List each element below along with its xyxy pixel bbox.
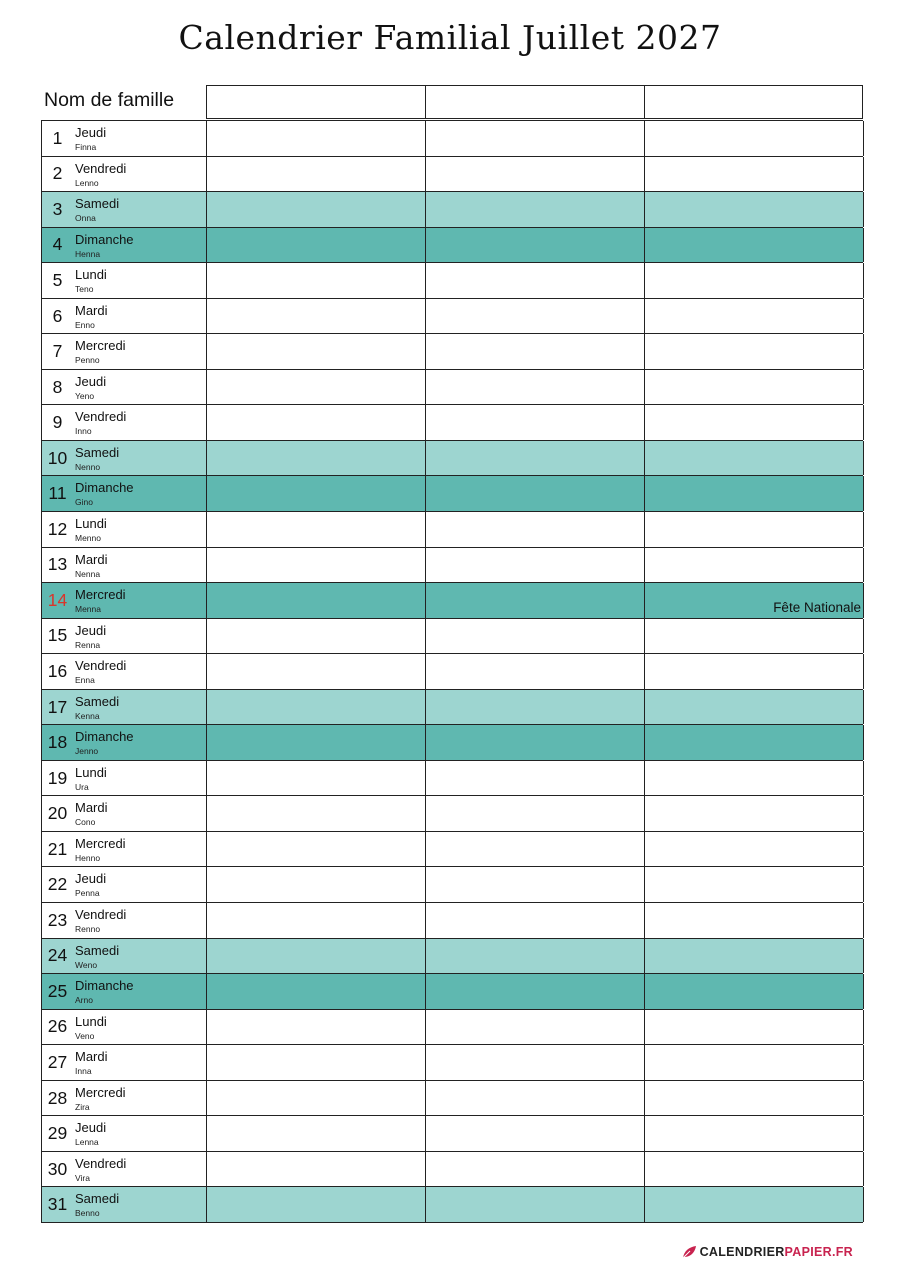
- day-row: [42, 725, 863, 761]
- day-row: [42, 1152, 863, 1188]
- day-number: 25: [47, 980, 68, 1001]
- entry-cell-member-2[interactable]: [426, 903, 645, 938]
- day-row: [42, 832, 863, 868]
- day-number: 8: [52, 376, 63, 397]
- page-title: Calendrier Familial Juillet 2027: [178, 18, 722, 57]
- entry-cell-member-3[interactable]: [645, 690, 864, 725]
- entry-cell-member-2[interactable]: [426, 192, 645, 227]
- entry-cell-member-3[interactable]: [645, 583, 864, 618]
- weekday-name: Samedi: [75, 693, 120, 709]
- day-cell: [42, 690, 207, 725]
- day-cell: [42, 476, 207, 511]
- entry-cell-member-1[interactable]: [207, 228, 426, 263]
- day-cell: [42, 1116, 207, 1151]
- entry-cell-member-3[interactable]: [645, 192, 864, 227]
- day-number: 6: [52, 305, 63, 326]
- day-number: 1: [52, 127, 63, 148]
- weekday-name: Mercredi: [75, 835, 126, 851]
- weekday-name: Mercredi: [75, 587, 126, 603]
- day-cell: [42, 974, 207, 1009]
- saint-name: Lenna: [75, 1137, 99, 1148]
- brand-text-part2: PAPIER.FR: [784, 1245, 853, 1259]
- day-cell: [42, 263, 207, 298]
- saint-name: Cono: [75, 817, 96, 828]
- entry-cell-member-3[interactable]: [645, 370, 864, 405]
- day-row: [42, 512, 863, 548]
- entry-cell-member-1[interactable]: [207, 370, 426, 405]
- day-row: [42, 867, 863, 903]
- day-number: 14: [47, 589, 68, 610]
- day-cell: [42, 370, 207, 405]
- entry-cell-member-3[interactable]: [645, 1187, 864, 1222]
- entry-cell-member-1[interactable]: [207, 725, 426, 760]
- entry-cell-member-2[interactable]: [426, 334, 645, 369]
- day-number: 22: [47, 874, 68, 895]
- saint-name: Enno: [75, 319, 95, 330]
- weekday-name: Dimanche: [75, 231, 134, 247]
- day-row: [42, 370, 863, 406]
- entry-cell-member-1[interactable]: [207, 796, 426, 831]
- family-member-name-field-3[interactable]: [644, 85, 863, 119]
- entry-cell-member-1[interactable]: [207, 761, 426, 796]
- family-member-name-field-2[interactable]: [425, 85, 645, 119]
- weekday-name: Samedi: [75, 444, 120, 460]
- entry-cell-member-3[interactable]: [645, 974, 864, 1009]
- day-row: [42, 405, 863, 441]
- day-row: [42, 1010, 863, 1046]
- leaf-icon: [681, 1244, 697, 1260]
- entry-cell-member-2[interactable]: [426, 654, 645, 689]
- saint-name: Benno: [75, 1208, 100, 1219]
- day-row: [42, 583, 863, 619]
- day-cell: [42, 1010, 207, 1045]
- entry-cell-member-1[interactable]: [207, 1116, 426, 1151]
- entry-cell-member-2[interactable]: [426, 1010, 645, 1045]
- weekday-name: Jeudi: [75, 871, 107, 887]
- weekday-name: Mardi: [75, 302, 108, 318]
- weekday-name: Lundi: [75, 1013, 107, 1029]
- entry-cell-member-2[interactable]: [426, 441, 645, 476]
- day-cell: [42, 832, 207, 867]
- saint-name: Vira: [75, 1172, 90, 1183]
- weekday-name: Vendredi: [75, 160, 127, 176]
- day-row: [42, 1045, 863, 1081]
- entry-cell-member-2[interactable]: [426, 1045, 645, 1080]
- entry-cell-member-1[interactable]: [207, 903, 426, 938]
- saint-name: Gino: [75, 497, 93, 508]
- day-row: [42, 1081, 863, 1117]
- entry-cell-member-3[interactable]: [645, 548, 864, 583]
- weekday-name: Jeudi: [75, 373, 107, 389]
- entry-cell-member-1[interactable]: [207, 974, 426, 1009]
- day-cell: [42, 619, 207, 654]
- entry-cell-member-3[interactable]: [645, 121, 864, 156]
- entry-cell-member-3[interactable]: [645, 1010, 864, 1045]
- day-row: [42, 157, 863, 193]
- weekday-name: Mercredi: [75, 1084, 126, 1100]
- entry-cell-member-2[interactable]: [426, 619, 645, 654]
- day-number: 27: [47, 1051, 68, 1072]
- day-row: [42, 299, 863, 335]
- day-number: 21: [47, 838, 68, 859]
- entry-cell-member-3[interactable]: [645, 654, 864, 689]
- day-number: 31: [47, 1194, 68, 1215]
- day-number: 26: [47, 1016, 68, 1037]
- saint-name: Zira: [75, 1101, 90, 1112]
- day-cell: [42, 1081, 207, 1116]
- day-row: [42, 1187, 863, 1223]
- day-number: 12: [47, 518, 68, 539]
- entry-cell-member-2[interactable]: [426, 405, 645, 440]
- entry-cell-member-3[interactable]: [645, 796, 864, 831]
- weekday-name: Mercredi: [75, 338, 126, 354]
- saint-name: Henno: [75, 852, 101, 863]
- entry-cell-member-3[interactable]: [645, 299, 864, 334]
- weekday-name: Jeudi: [75, 1120, 107, 1136]
- entry-cell-member-1[interactable]: [207, 1010, 426, 1045]
- saint-name: Menno: [75, 533, 101, 544]
- entry-cell-member-1[interactable]: [207, 263, 426, 298]
- entry-cell-member-1[interactable]: [207, 939, 426, 974]
- day-row: [42, 690, 863, 726]
- day-row: [42, 1116, 863, 1152]
- weekday-name: Dimanche: [75, 480, 134, 496]
- day-cell: [42, 903, 207, 938]
- weekday-name: Mardi: [75, 1049, 108, 1065]
- day-row: [42, 761, 863, 797]
- saint-name: Menna: [75, 604, 101, 615]
- entry-cell-member-2[interactable]: [426, 974, 645, 1009]
- entry-cell-member-3[interactable]: [645, 228, 864, 263]
- day-cell: [42, 441, 207, 476]
- day-cell: [42, 867, 207, 902]
- entry-cell-member-3[interactable]: [645, 334, 864, 369]
- entry-cell-member-1[interactable]: [207, 192, 426, 227]
- day-number: 5: [52, 269, 63, 290]
- saint-name: Kenna: [75, 710, 100, 721]
- entry-cell-member-2[interactable]: [426, 796, 645, 831]
- day-cell: [42, 761, 207, 796]
- saint-name: Ura: [75, 781, 89, 792]
- entry-cell-member-1[interactable]: [207, 334, 426, 369]
- entry-cell-member-1[interactable]: [207, 405, 426, 440]
- entry-cell-member-2[interactable]: [426, 299, 645, 334]
- entry-cell-member-3[interactable]: [645, 1045, 864, 1080]
- day-row: [42, 619, 863, 655]
- saint-name: Arno: [75, 995, 93, 1006]
- day-number: 16: [47, 660, 68, 681]
- entry-cell-member-3[interactable]: [645, 512, 864, 547]
- day-rows: [41, 120, 863, 1223]
- holiday-label: Fête Nationale: [773, 599, 861, 615]
- entry-cell-member-2[interactable]: [426, 370, 645, 405]
- saint-name: Renna: [75, 639, 101, 650]
- day-cell: [42, 548, 207, 583]
- entry-cell-member-2[interactable]: [426, 1116, 645, 1151]
- saint-name: Jenno: [75, 746, 99, 757]
- day-cell: [42, 512, 207, 547]
- saint-name: Penno: [75, 355, 100, 366]
- saint-name: Yeno: [75, 390, 95, 401]
- entry-cell-member-1[interactable]: [207, 548, 426, 583]
- entry-cell-member-2[interactable]: [426, 1187, 645, 1222]
- weekday-name: Vendredi: [75, 409, 127, 425]
- day-cell: [42, 192, 207, 227]
- weekday-name: Samedi: [75, 1191, 120, 1207]
- saint-name: Enna: [75, 675, 95, 686]
- day-cell: [42, 654, 207, 689]
- family-name-label: Nom de famille: [44, 89, 175, 111]
- entry-cell-member-2[interactable]: [426, 939, 645, 974]
- day-row: [42, 903, 863, 939]
- day-cell: [42, 796, 207, 831]
- day-row: [42, 441, 863, 477]
- entry-cell-member-1[interactable]: [207, 583, 426, 618]
- day-number: 15: [47, 625, 68, 646]
- entry-cell-member-3[interactable]: [645, 1081, 864, 1116]
- entry-cell-member-2[interactable]: [426, 476, 645, 511]
- day-number: 4: [52, 234, 63, 255]
- brand-logo: [681, 1244, 853, 1260]
- day-number: 28: [47, 1087, 68, 1108]
- entry-cell-member-2[interactable]: [426, 512, 645, 547]
- day-row: [42, 192, 863, 228]
- day-cell: [42, 228, 207, 263]
- weekday-name: Dimanche: [75, 978, 134, 994]
- entry-cell-member-2[interactable]: [426, 690, 645, 725]
- entry-cell-member-1[interactable]: [207, 690, 426, 725]
- entry-cell-member-3[interactable]: [645, 405, 864, 440]
- day-number: 24: [47, 945, 68, 966]
- entry-cell-member-1[interactable]: [207, 832, 426, 867]
- day-cell: [42, 157, 207, 192]
- weekday-name: Samedi: [75, 942, 120, 958]
- day-cell: [42, 334, 207, 369]
- saint-name: Inna: [75, 1066, 92, 1077]
- weekday-name: Lundi: [75, 764, 107, 780]
- day-number: 3: [52, 198, 63, 219]
- weekday-name: Jeudi: [75, 125, 107, 140]
- entry-cell-member-1[interactable]: [207, 654, 426, 689]
- day-row: [42, 939, 863, 975]
- day-number: 9: [52, 412, 63, 433]
- weekday-name: Vendredi: [75, 658, 127, 674]
- day-number: 17: [47, 696, 68, 717]
- header-row: [41, 85, 863, 120]
- entry-cell-member-2[interactable]: [426, 263, 645, 298]
- entry-cell-member-3[interactable]: [645, 476, 864, 511]
- entry-cell-member-1[interactable]: [207, 1187, 426, 1222]
- day-cell: [42, 121, 207, 156]
- entry-cell-member-3[interactable]: [645, 1152, 864, 1187]
- entry-cell-member-1[interactable]: [207, 867, 426, 902]
- entry-cell-member-1[interactable]: [207, 512, 426, 547]
- entry-cell-member-1[interactable]: [207, 441, 426, 476]
- entry-cell-member-2[interactable]: [426, 157, 645, 192]
- day-row: [42, 796, 863, 832]
- entry-cell-member-2[interactable]: [426, 725, 645, 760]
- entry-cell-member-3[interactable]: [645, 441, 864, 476]
- day-number: 23: [47, 909, 68, 930]
- entry-cell-member-1[interactable]: [207, 157, 426, 192]
- day-cell: [42, 1187, 207, 1222]
- saint-name: Veno: [75, 1030, 95, 1041]
- entry-cell-member-1[interactable]: [207, 476, 426, 511]
- family-member-name-field-1[interactable]: [206, 85, 426, 119]
- day-row: [42, 654, 863, 690]
- entry-cell-member-2[interactable]: [426, 867, 645, 902]
- entry-cell-member-1[interactable]: [207, 1152, 426, 1187]
- entry-cell-member-3[interactable]: [645, 761, 864, 796]
- entry-cell-member-1[interactable]: [207, 1045, 426, 1080]
- day-cell: [42, 1152, 207, 1187]
- entry-cell-member-3[interactable]: [645, 619, 864, 654]
- day-number: 13: [47, 554, 68, 575]
- saint-name: Henna: [75, 248, 101, 259]
- entry-cell-member-2[interactable]: [426, 1152, 645, 1187]
- day-cell: [42, 939, 207, 974]
- weekday-name: Lundi: [75, 267, 107, 283]
- saint-name: Inno: [75, 426, 92, 437]
- day-row: [42, 548, 863, 584]
- entry-cell-member-1[interactable]: [207, 1081, 426, 1116]
- entry-cell-member-2[interactable]: [426, 832, 645, 867]
- saint-name: Finna: [75, 142, 97, 152]
- day-number: 20: [47, 803, 68, 824]
- day-row: [42, 263, 863, 299]
- day-number: 11: [48, 483, 67, 504]
- weekday-name: Lundi: [75, 516, 107, 532]
- saint-name: Weno: [75, 959, 98, 970]
- entry-cell-member-3[interactable]: [645, 939, 864, 974]
- day-row: [42, 974, 863, 1010]
- entry-cell-member-2[interactable]: [426, 583, 645, 618]
- entry-cell-member-3[interactable]: [645, 903, 864, 938]
- day-cell: [42, 725, 207, 760]
- saint-name: Onna: [75, 213, 96, 224]
- entry-cell-member-3[interactable]: [645, 867, 864, 902]
- entry-cell-member-3[interactable]: [645, 1116, 864, 1151]
- entry-cell-member-2[interactable]: [426, 1081, 645, 1116]
- weekday-name: Vendredi: [75, 1155, 127, 1171]
- weekday-name: Mardi: [75, 800, 108, 816]
- day-cell: [42, 405, 207, 440]
- day-number: 7: [52, 341, 63, 362]
- day-cell: [42, 583, 207, 618]
- weekday-name: Mardi: [75, 551, 108, 567]
- entry-cell-member-2[interactable]: [426, 121, 645, 156]
- saint-name: Nenna: [75, 568, 101, 579]
- day-row: [42, 228, 863, 264]
- weekday-name: Samedi: [75, 196, 120, 212]
- day-number: 18: [47, 732, 68, 753]
- weekday-name: Jeudi: [75, 622, 107, 638]
- weekday-name: Vendredi: [75, 907, 127, 923]
- brand-text-part1: CALENDRIER: [699, 1245, 785, 1259]
- day-row: [42, 121, 863, 157]
- day-number: 2: [52, 163, 63, 184]
- day-cell: [42, 1045, 207, 1080]
- entry-cell-member-3[interactable]: [645, 725, 864, 760]
- entry-cell-member-1[interactable]: [207, 121, 426, 156]
- entry-cell-member-2[interactable]: [426, 548, 645, 583]
- saint-name: Teno: [75, 284, 94, 295]
- day-number: 19: [47, 767, 68, 788]
- day-row: [42, 476, 863, 512]
- saint-name: Nenno: [75, 461, 101, 472]
- entry-cell-member-2[interactable]: [426, 761, 645, 796]
- day-cell: [42, 299, 207, 334]
- entry-cell-member-3[interactable]: [645, 263, 864, 298]
- entry-cell-member-1[interactable]: [207, 619, 426, 654]
- day-number: 29: [47, 1123, 68, 1144]
- saint-name: Penna: [75, 888, 100, 899]
- entry-cell-member-1[interactable]: [207, 299, 426, 334]
- weekday-name: Dimanche: [75, 729, 134, 745]
- saint-name: Lenno: [75, 177, 99, 188]
- entry-cell-member-3[interactable]: [645, 832, 864, 867]
- day-number: 10: [47, 447, 68, 468]
- entry-cell-member-3[interactable]: [645, 157, 864, 192]
- saint-name: Renno: [75, 924, 101, 935]
- entry-cell-member-2[interactable]: [426, 228, 645, 263]
- day-number: 30: [47, 1158, 68, 1179]
- calendar-table: [41, 85, 863, 1223]
- day-row: [42, 334, 863, 370]
